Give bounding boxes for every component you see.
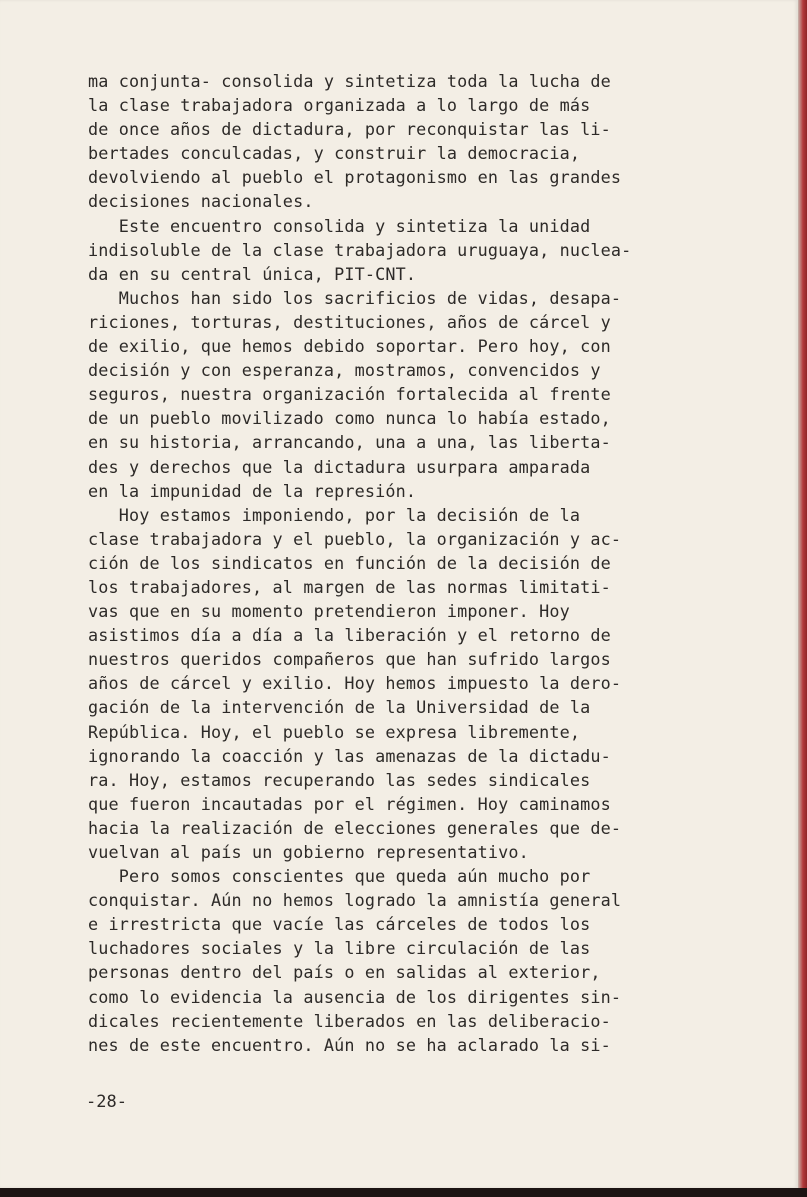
text-line: Muchos han sido los sacrificios de vidas, desapa- <box>88 287 622 308</box>
text-line: seguros, nuestra organización fortalecida al frente <box>88 384 611 405</box>
text-line: ción de los sindicatos en función de la decisión de <box>88 552 611 573</box>
text-line: gación de la intervención de la Universidad de la <box>88 697 591 718</box>
text-line: de un pueblo movilizado como nunca lo había estado, <box>88 408 611 429</box>
text-line: ma conjunta- consolida y sintetiza toda la lucha de <box>88 71 611 91</box>
text-line: des y derechos que la dictadura usurpara amparada <box>88 456 591 477</box>
text-line: Pero somos conscientes que queda aún mucho por <box>88 866 591 887</box>
text-line: nuestros queridos compañeros que han sufrido largos <box>88 649 611 670</box>
text-line: vas que en su momento pretendieron imponer. Hoy <box>88 601 570 622</box>
text-line: que fueron incautadas por el régimen. Hoy caminamos <box>88 793 611 814</box>
text-line: en su historia, arrancando, una a una, las liberta- <box>88 432 611 453</box>
text-line: indisoluble de la clase trabajadora uruguaya, nuclea- <box>88 239 632 260</box>
text-line: clase trabajadora y el pueblo, la organización y ac- <box>88 528 622 549</box>
text-line: personas dentro del país o en salidas al exterior, <box>88 962 601 983</box>
book-cover-edge <box>798 0 807 1197</box>
text-line: ignorando la coacción y las amenazas de la dictadu- <box>88 745 611 766</box>
text-line: años de cárcel y exilio. Hoy hemos impuesto la dero- <box>88 673 622 694</box>
text-line: decisiones nacionales. <box>88 191 314 212</box>
text-line: de once años de dictadura, por reconquistar las li- <box>88 119 611 140</box>
text-line: asistimos día a día a la liberación y el retorno de <box>88 625 611 646</box>
text-line: decisión y con esperanza, mostramos, convencidos y <box>88 360 601 381</box>
text-line: luchadores sociales y la libre circulación de las <box>88 938 591 959</box>
text-line: nes de este encuentro. Aún no se ha aclarado la si- <box>88 1034 611 1055</box>
text-line: República. Hoy, el pueblo se expresa libremente, <box>88 721 581 742</box>
text-line: en la impunidad de la represión. <box>88 480 417 501</box>
text-line: e irrestricta que vacíe las cárceles de todos los <box>88 914 591 935</box>
text-line: ra. Hoy, estamos recuperando las sedes sindicales <box>88 769 591 790</box>
text-line: como lo evidencia la ausencia de los dirigentes sin- <box>88 986 622 1007</box>
text-line: de exilio, que hemos debido soportar. Pero hoy, con <box>88 336 611 357</box>
text-line: los trabajadores, al margen de las normas limitati- <box>88 576 611 597</box>
page-number: -28- <box>86 1092 127 1112</box>
text-line: Hoy estamos imponiendo, por la decisión de la <box>88 504 581 525</box>
text-line: conquistar. Aún no hemos logrado la amnistía general <box>88 890 622 911</box>
text-line: Este encuentro consolida y sintetiza la unidad <box>88 215 591 236</box>
scan-bottom-edge <box>0 1188 807 1197</box>
text-line: bertades conculcadas, y construir la democracia, <box>88 143 581 164</box>
text-line: devolviendo al pueblo el protagonismo en las grandes <box>88 167 622 188</box>
text-line: riciones, torturas, destituciones, años de cárcel y <box>88 311 611 332</box>
text-line: da en su central única, PIT-CNT. <box>88 263 417 284</box>
text-line: dicales recientemente liberados en las deliberacio- <box>88 1010 611 1031</box>
text-line: hacia la realización de elecciones generales que de- <box>88 817 622 838</box>
text-line: vuelvan al país un gobierno representativo. <box>88 842 529 862</box>
body-text <box>88 69 718 1057</box>
text-line: la clase trabajadora organizada a lo largo de más <box>88 95 591 116</box>
